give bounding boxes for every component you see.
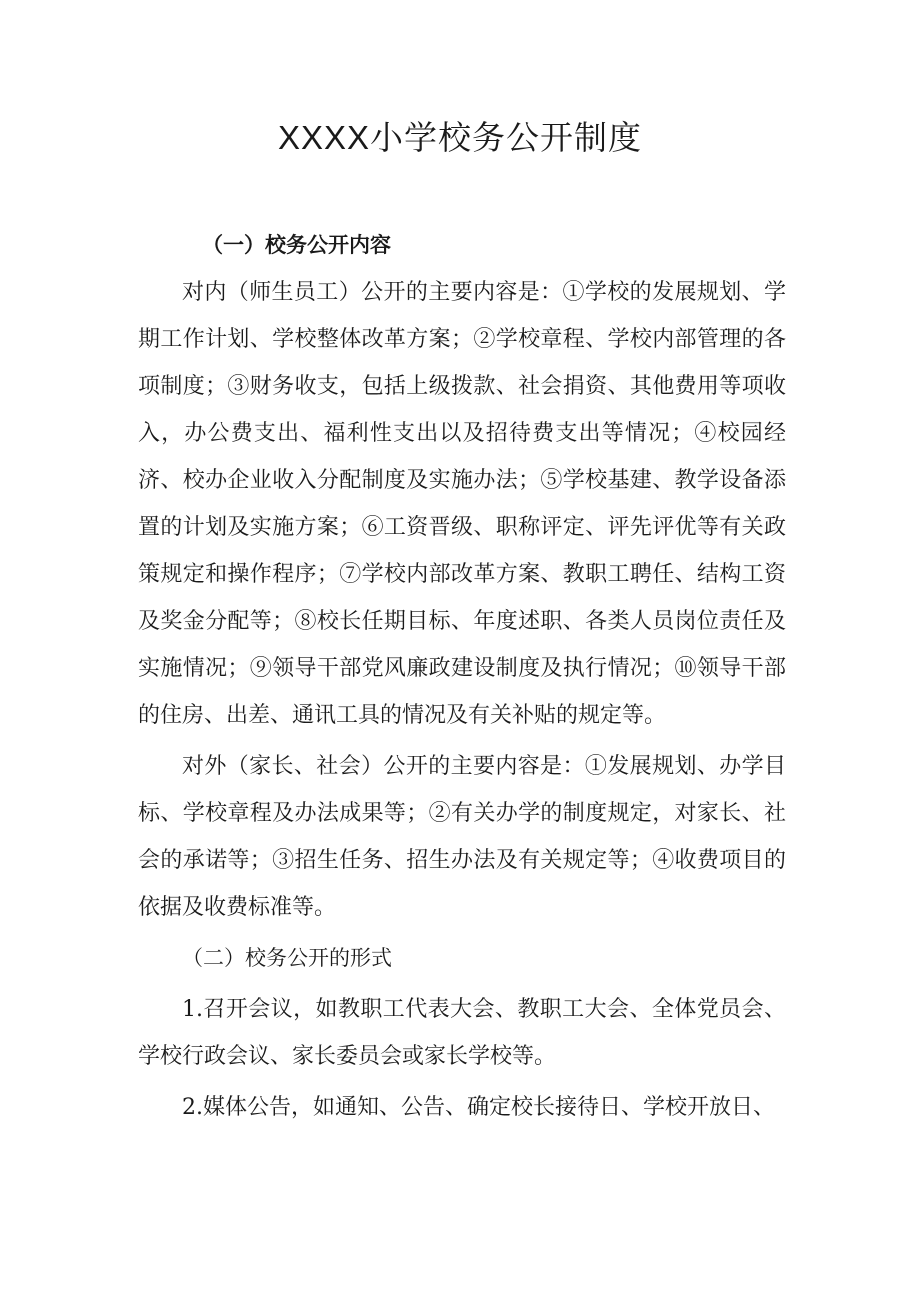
paragraph-external-disclosure: 对外（家长、社会）公开的主要内容是：①发展规划、办学目标、学校章程及办法成果等；②有关办学的制度规定，对家长、社会的承诺等；③招生任务、招生办法及有关规定等；④收费项目的依据及收费标准等。 — [138, 754, 786, 920]
paragraph-item-meetings: 1.召开会议，如教职工代表大会、教职工大会、全体党员会、学校行政会议、家长委员会或家长学校等。 — [138, 997, 786, 1069]
section-heading-forms: （二）校务公开的形式 — [182, 946, 392, 970]
section-heading-content: （一）校务公开内容 — [202, 233, 391, 257]
document-body — [138, 222, 786, 1131]
paragraph-item-media: 2.媒体公告，如通知、公告、确定校长接待日、学校开放日、 — [182, 1095, 775, 1120]
document-title: XXXX小学校务公开制度 — [277, 119, 643, 156]
paragraph-internal-disclosure: 对内（师生员工）公开的主要内容是：①学校的发展规划、学期工作计划、学校整体改革方案；②学校章程、学校内部管理的各项制度；③财务收支，包括上级拨款、社会捐资、其他费用等项收入，办公费支出、福利性支出以及招待费支出等情况；④校园经济、校办企业收入分配制度及实施办法；⑤学校基建、教学设备添置的计划及实施方案；⑥工资晋级、职称评定、评先评优等有关政策规定和操作程序；⑦学校内部改革方案、教职工聘任、结构工资及奖金分配等；⑧校长任期目标、年度述职、各类人员岗位责任及实施情况；⑨领导干部党风廉政建设制度及执行情况；⑩领导干部的住房、出差、通讯工具的情况及有关补贴的规定等。 — [138, 280, 786, 728]
